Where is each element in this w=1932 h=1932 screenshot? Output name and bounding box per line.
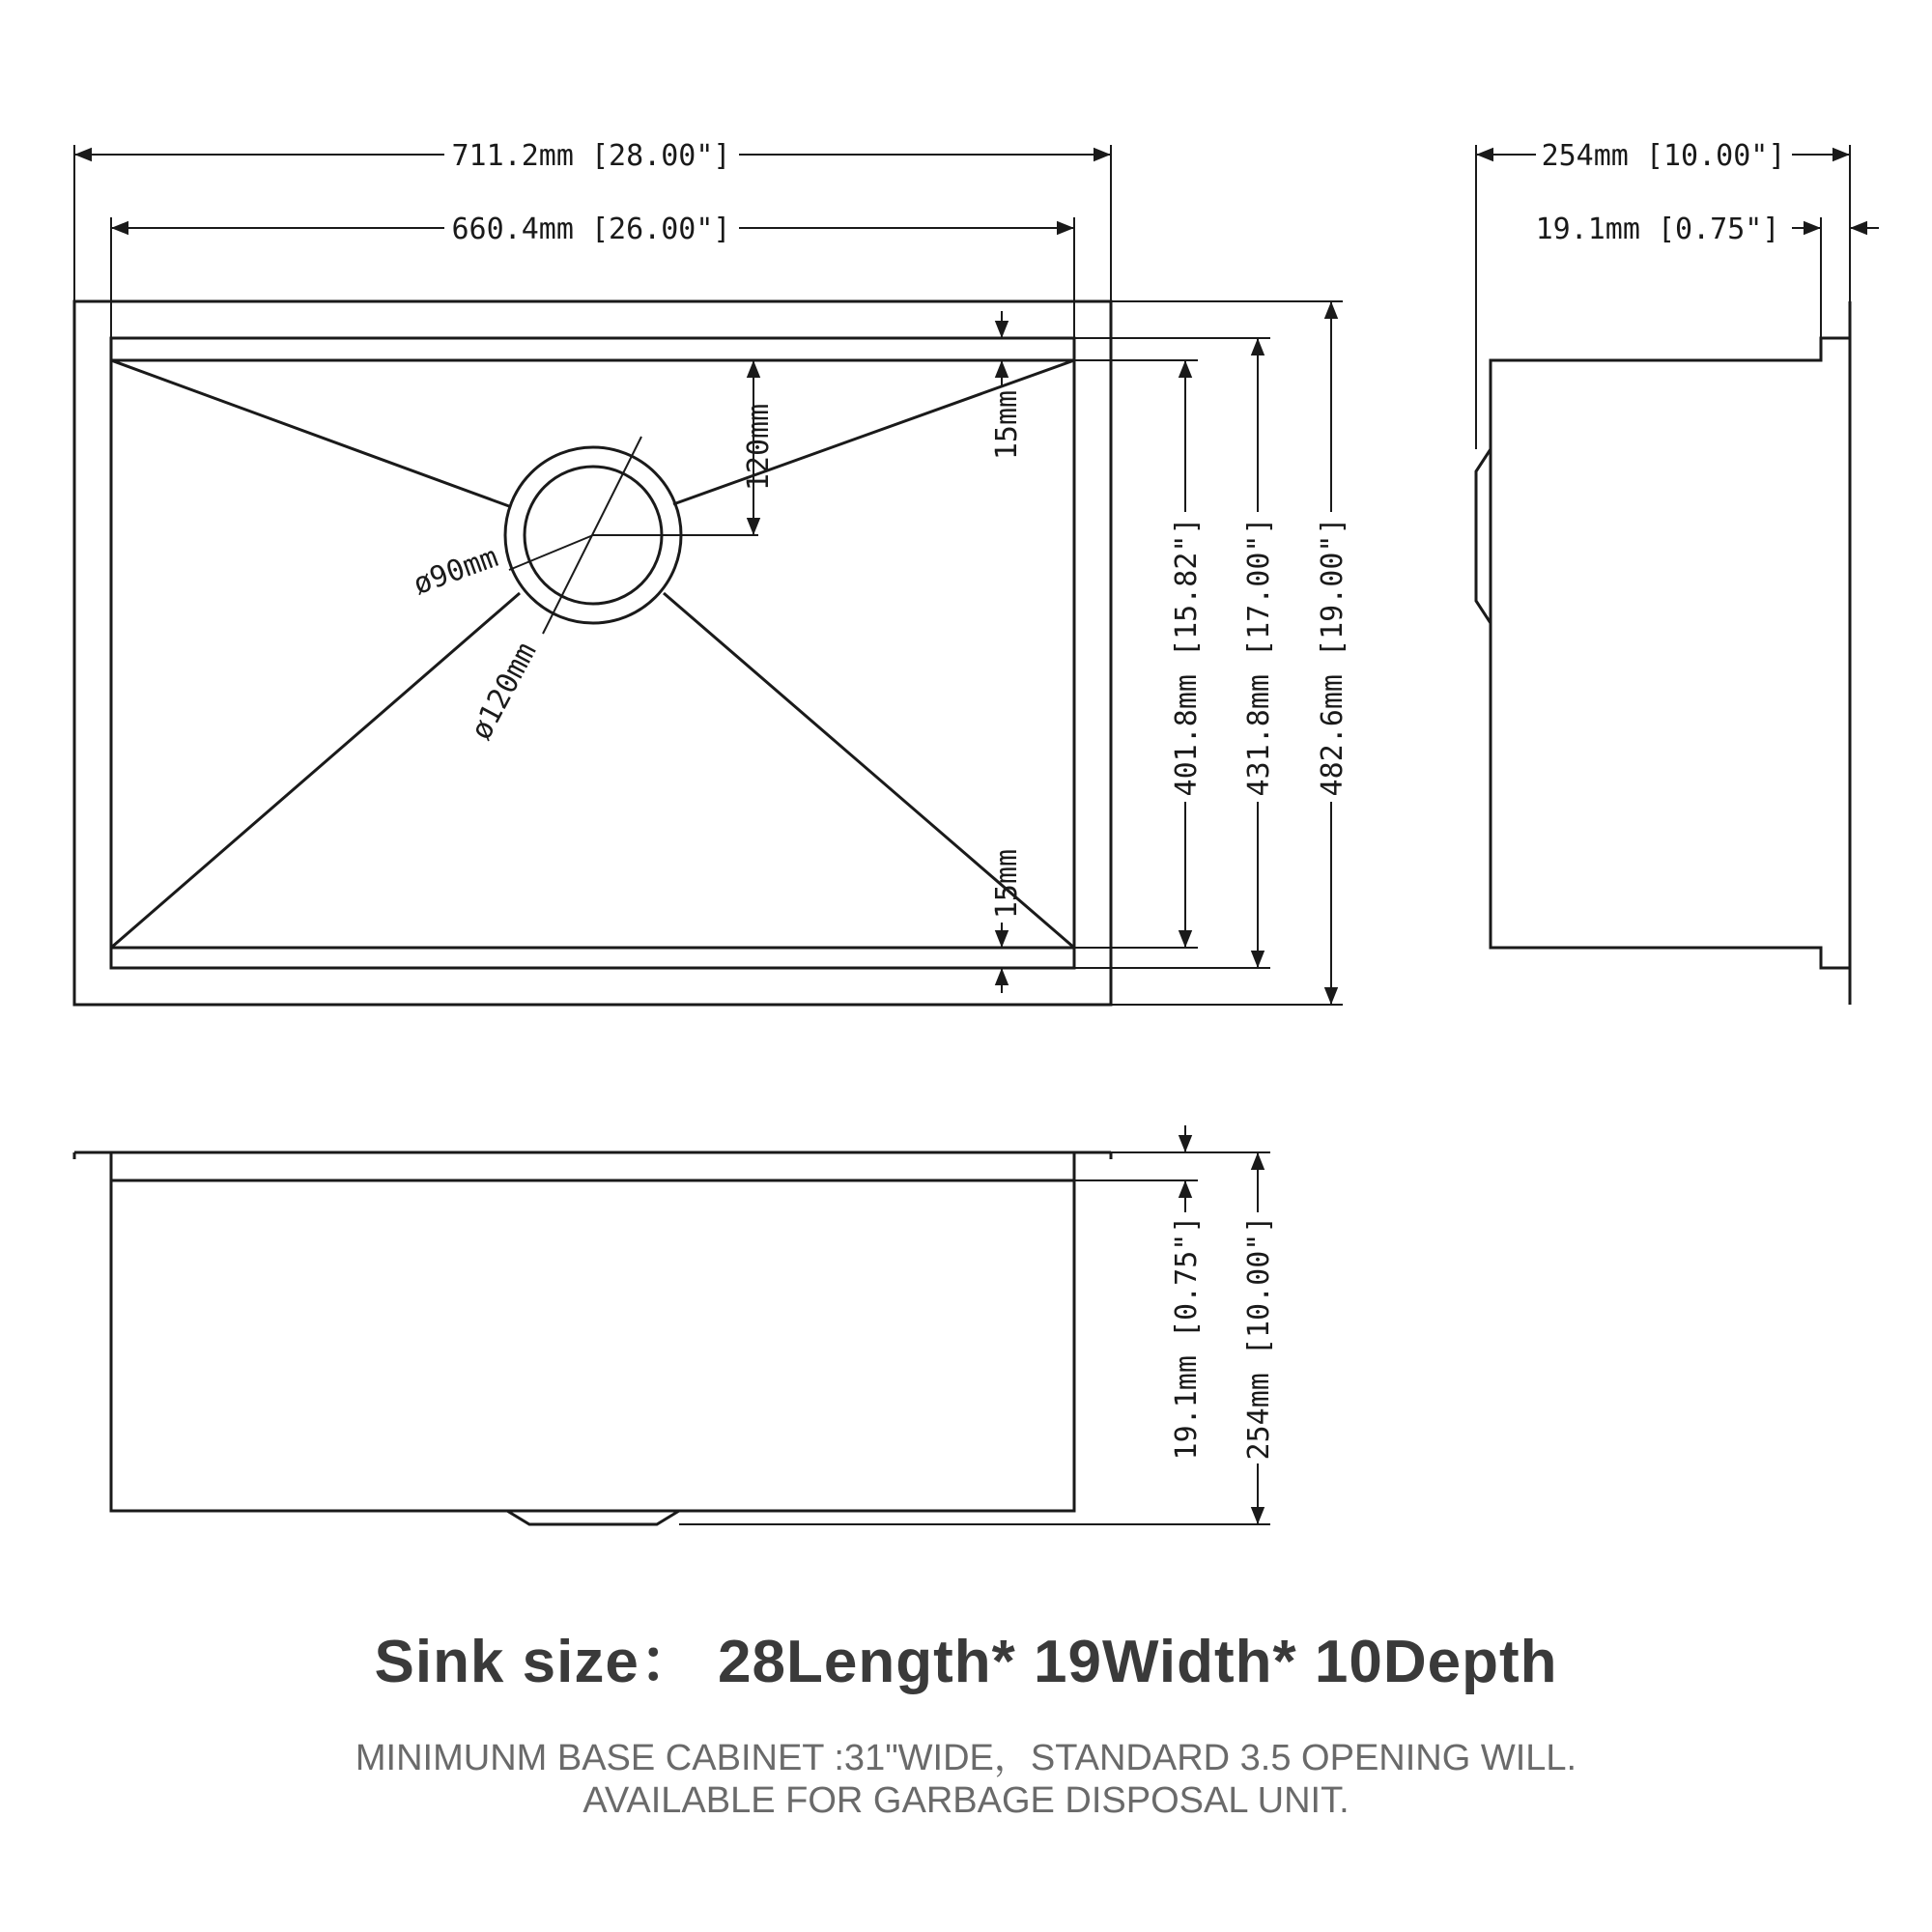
dim-drain-outer: ø120mm bbox=[464, 637, 544, 746]
side-view bbox=[1476, 139, 1879, 1005]
dim-drain-offset: 120mm bbox=[742, 403, 776, 492]
dim-overall-width-side: 482.6mm [19.00"] bbox=[1316, 517, 1350, 797]
side-bowl-profile bbox=[1491, 338, 1850, 968]
rim-outline bbox=[111, 338, 1074, 968]
side-drain-profile bbox=[1476, 449, 1491, 623]
dim-overall-width: 254mm [10.00"] bbox=[1541, 139, 1786, 173]
front-drain-profile bbox=[507, 1511, 679, 1524]
cabinet-note-line2: AVAILABLE FOR GARBAGE DISPOSAL UNIT. bbox=[582, 1780, 1350, 1821]
drain-inner-leader bbox=[509, 535, 593, 570]
sink-size-title: Sink size： 28Length* 19Width* 10Depth bbox=[374, 1629, 1558, 1695]
top-view bbox=[74, 139, 1350, 1005]
dim-bowl-length: 660.4mm [26.00"] bbox=[451, 213, 731, 246]
front-bowl bbox=[111, 1180, 1074, 1511]
outer-flange-outline bbox=[74, 301, 1111, 1005]
dim-bowl-width-inner: 401.8mm [15.82"] bbox=[1170, 517, 1204, 797]
slope-line-top-left bbox=[111, 360, 509, 506]
dim-flange-depth-front: 19.1mm [0.75"] bbox=[1170, 1215, 1204, 1461]
front-view bbox=[74, 1125, 1276, 1524]
dim-drain-inner: ø90mm bbox=[409, 540, 503, 602]
slope-line-bottom-left bbox=[111, 593, 520, 948]
dim-rim-top: 15mm bbox=[990, 389, 1024, 461]
front-rim bbox=[111, 1152, 1074, 1180]
dim-bowl-width: 431.8mm [17.00"] bbox=[1242, 517, 1276, 797]
dim-rim-bottom: 15mm bbox=[990, 848, 1024, 920]
dim-overall-length: 711.2mm [28.00"] bbox=[451, 139, 731, 173]
dim-depth-front: 254mm [10.00"] bbox=[1242, 1215, 1276, 1461]
cabinet-note-line1: MINIMUNM BASE CABINET :31"WIDE，STANDARD 3.5 OPENING WILL. bbox=[355, 1738, 1577, 1778]
dim-flange-depth-top: 19.1mm [0.75"] bbox=[1535, 213, 1780, 246]
